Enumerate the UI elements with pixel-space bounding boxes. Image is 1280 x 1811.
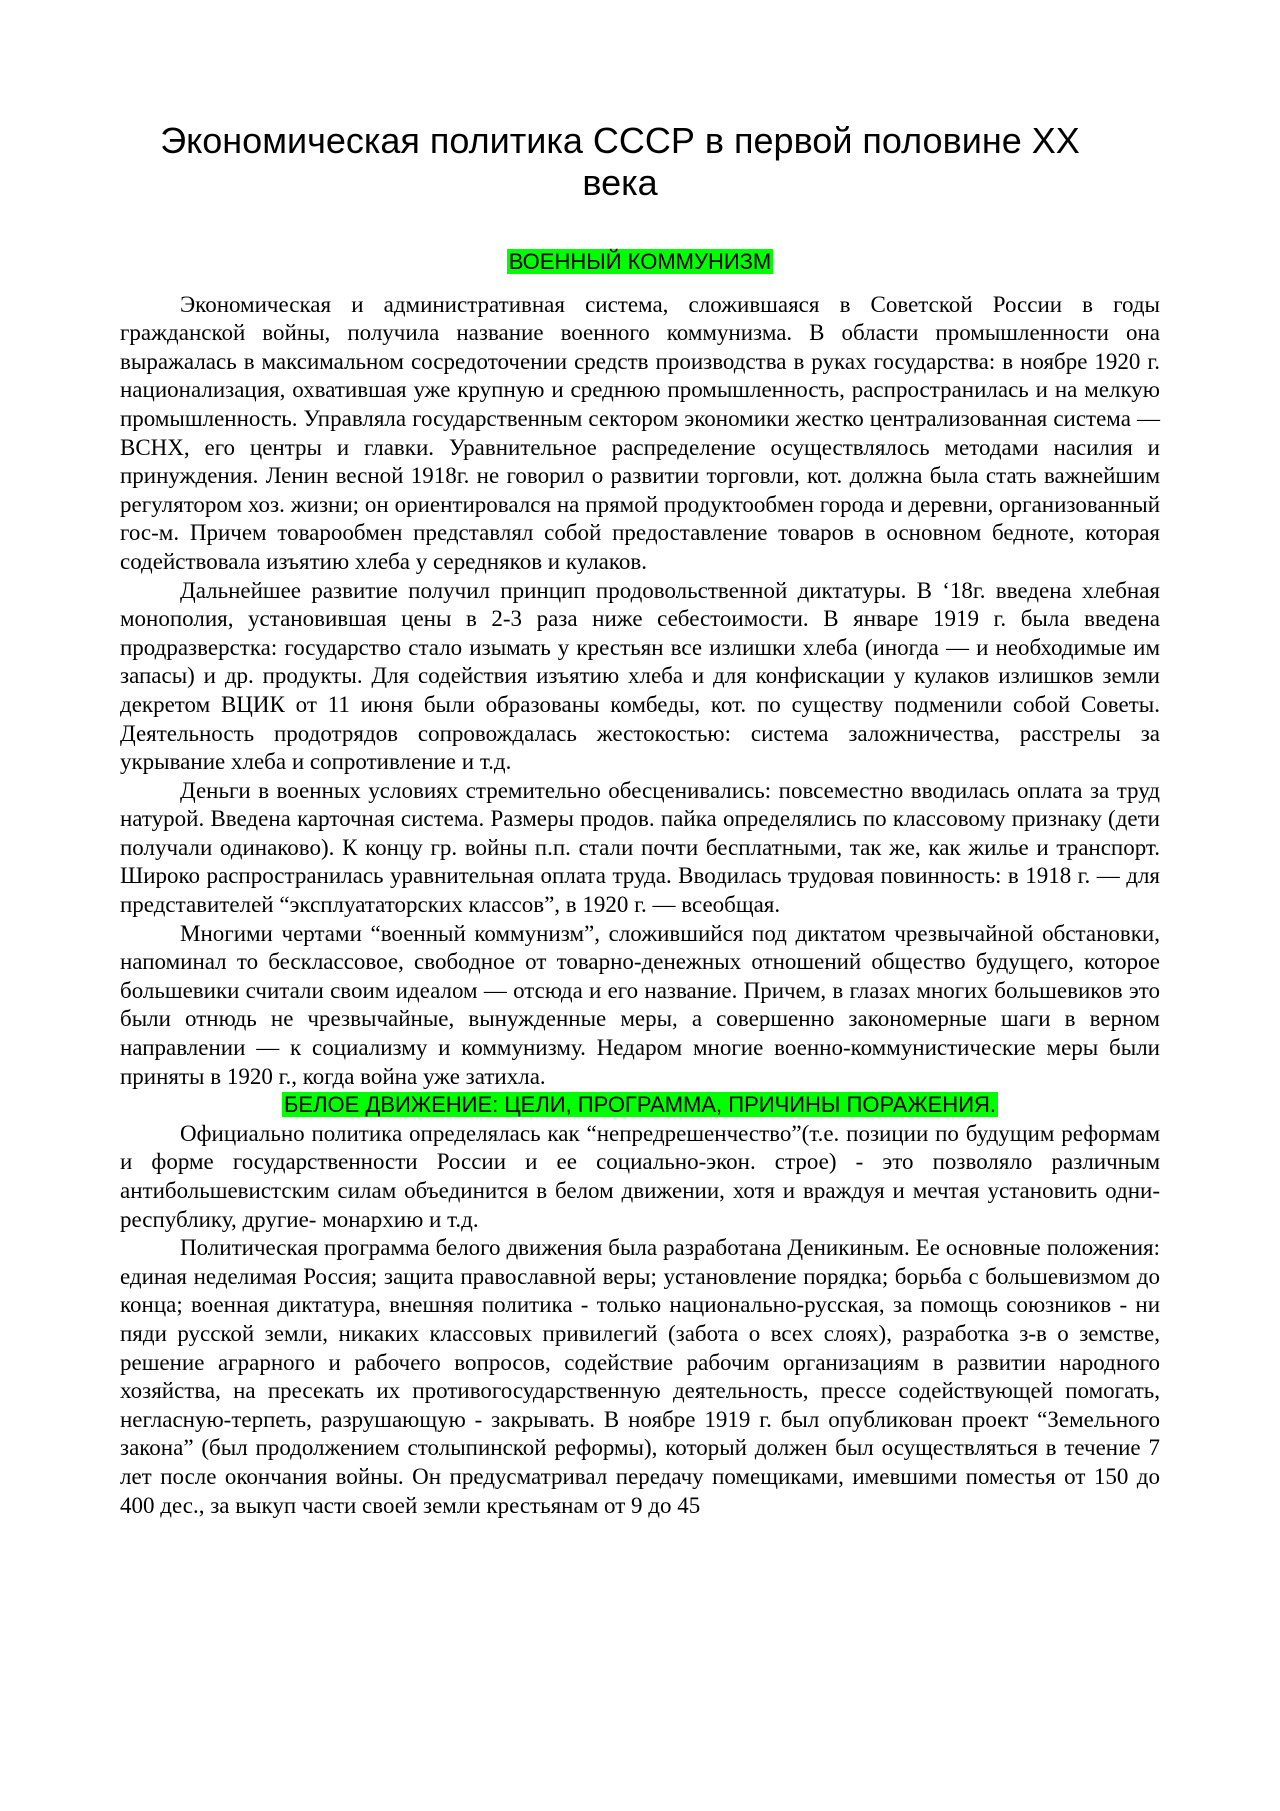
heading-highlight: БЕЛОЕ ДВИЖЕНИЕ: ЦЕЛИ, ПРОГРАММА, ПРИЧИНЫ ПОРАЖЕНИЯ.	[283, 1092, 997, 1118]
paragraph: Деньги в военных условиях стремительно обесценивались: повсеместно вводилась оплата за труд натурой. Введена карточная система. Размеры продов. пайка определялись по классовому признаку (дети получали одинаково). К концу гр. войны п.п. стали почти бесплатными, так же, как жилье и транспорт. Широко распространилась уравнительная оплата труда. Вводилась трудовая повинность: в 1918 г. — для представителей “эксплуататорских классов”, в 1920 г. — всеобщая.	[120, 777, 1160, 918]
document-body	[120, 248, 1160, 1520]
paragraph: Многими чертами “военный коммунизм”, сложившийся под диктатом чрезвычайной обстановки, напоминал то бесклассовое, свободное от товарно-денежных отношений общество будущего, которое большевики считали своим идеалом — отсюда и его название. Причем, в глазах многих большевиков это были отнюдь не чрезвычайные, вынужденные меры, а совершенно закономерные шаги в верном направлении — к социализму и коммунизму. Недаром многие военно-коммунистические меры были приняты в 1920 г., когда война уже затихла.	[120, 920, 1160, 1089]
section-heading-white-movement	[120, 1091, 1160, 1120]
section-heading-war-communism	[120, 248, 1160, 277]
paragraph: Официально политика определялась как “непредрешенчество”(т.е. позиции по будущим реформам и форме государственности России и ее социально-экон. строе) - это позволяло различным антибольшевистским силам объединится в белом движении, хотя и враждуя и мечтая установить одни- республику, другие- монархию и т.д.	[120, 1120, 1160, 1232]
document-title: Экономическая политика СССР в первой половине XX века	[160, 120, 1080, 203]
paragraph: Политическая программа белого движения была разработана Деникиным. Ее основные положения: единая неделимая Россия; защита православной веры; установление порядка; борьба с большевизмом до конца; военная диктатура, внешняя политика - только национально-русская, за помощь союзников - ни пяди русской земли, никаких классовых привилегий (забота о всех слоях), разработка з-в о земстве, решение аграрного и рабочего вопросов, содействие рабочим организациям в развитии народного хозяйства, на пресекать их противогосударственную деятельность, прессе содействующей помогать, негласную-терпеть, разрушающую - закрывать. В ноябре 1919 г. был опубликован проект “Земельного закона” (был продолжением столыпинской реформы), который должен был осуществляться в течение 7 лет после окончания войны. Он предусматривал передачу помещиками, имевшими поместья от 150 до 400 дес., за выкуп части своей земли крестьянам от 9 до 45	[120, 1235, 1160, 1518]
heading-highlight: ВОЕННЫЙ КОММУНИЗМ	[508, 249, 772, 274]
paragraph: Дальнейшее развитие получил принцип продовольственной диктатуры. В ‘18г. введена хлебная монополия, установившая цены в 2-3 раза ниже себестоимости. В январе 1919 г. была введена продразверстка: государство стало изымать у крестьян все излишки хлеба (иногда — и необходимые им запасы) и др. продукты. Для содействия изъятию хлеба и для конфискации у кулаков излишков земли декретом ВЦИК от 11 июня были образованы комбеды, кот. по существу подменили собой Советы. Деятельность продотрядов сопровождалась жестокостью: система заложничества, расстрелы за укрывание хлеба и сопротивление и т.д.	[120, 577, 1160, 775]
paragraph: Экономическая и административная система, сложившаяся в Советской России в годы гражданской войны, получила название военного коммунизма. В области промышленности она выражалась в максимальном сосредоточении средств производства в руках государства: в ноябре 1920 г. национализация, охватившая уже крупную и среднюю промышленность, распространилась и на мелкую промышленность. Управляла государственным сектором экономики жестко централизованная система — ВСНХ, его центры и главки. Уравнительное распределение осуществлялось методами насилия и принуждения. Ленин весной 1918г. не говорил о развитии торговли, кот. должна была стать важнейшим регулятором хоз. жизни; он ориентировался на прямой продуктообмен города и деревни, организованный гос-м. Причем товарообмен представлял собой предоставление товаров в основном бедноте, которая содействовала изъятию хлеба у середняков и кулаков.	[120, 291, 1160, 574]
